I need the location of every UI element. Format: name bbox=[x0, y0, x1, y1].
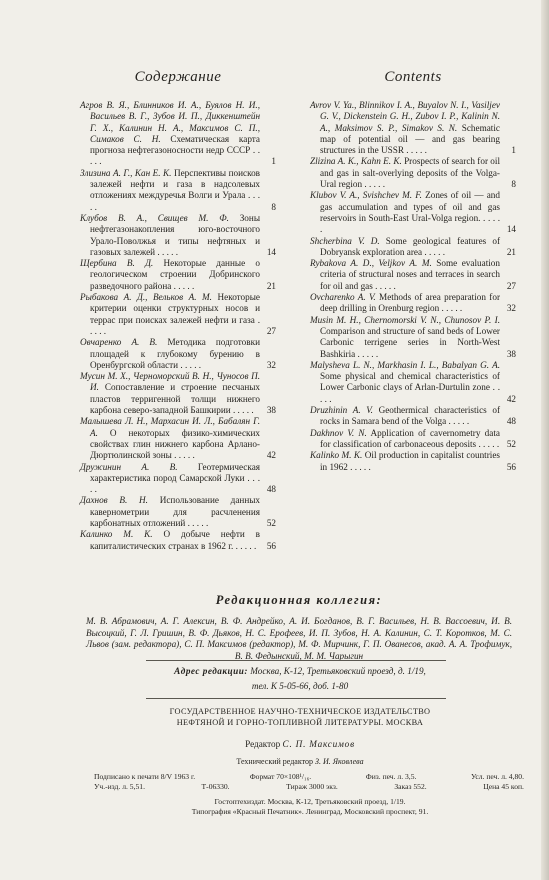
entry-title: Zones of oil — and gas accumulation and types of oil and gas reservoirs in South-East Ural-Volga region. bbox=[320, 190, 500, 223]
entry-page-number: 38 bbox=[266, 405, 276, 416]
pub-cond-sheets: Усл. печ. л. 4,80. bbox=[470, 772, 524, 781]
entry-leader-dots: . . . . . bbox=[362, 179, 386, 190]
print-info-line-1: Гостоптехиздат. Москва, К-12, Третьяковский проезд, 1/19. bbox=[214, 797, 406, 806]
address-label: Адрес редакции: bbox=[174, 666, 248, 676]
editorial-board-title: Редакционная коллегия: bbox=[215, 593, 383, 607]
contents-english-entry bbox=[310, 258, 516, 292]
entry-leader-dots: . . . . . bbox=[185, 517, 209, 528]
entry-leader-dots: . . . . . bbox=[446, 416, 470, 427]
publisher bbox=[110, 707, 490, 729]
entry-page-number: 42 bbox=[266, 450, 276, 461]
editor-credit bbox=[150, 739, 450, 749]
entry-authors: Musin M. H., Chernomorski V. N., Chunosov P. I. bbox=[310, 314, 500, 325]
entry-leader-dots: . . . . . bbox=[320, 212, 500, 235]
entry-title: О некоторых физико-химических свойствах глин нижнего карбона Арлано-Дюртюлинской зоны bbox=[90, 427, 261, 461]
entry-title: О добыче нефти в капиталистических странах в 1962 г. bbox=[90, 529, 261, 551]
entry-authors: Klubov V. A., Svishchev M. F. bbox=[310, 190, 422, 201]
editor-label: Редактор bbox=[245, 739, 281, 749]
contents-english-entry bbox=[310, 428, 516, 451]
editor-name: С. П. Максимов bbox=[282, 739, 355, 749]
entry-title: Some physical and chemical characteristics of Lower Carbonic clays of Arlan-Durtulin zone bbox=[320, 371, 500, 393]
contents-russian bbox=[80, 68, 276, 552]
print-info-line-2: Типография «Красный Печатник». Ленинград, Московский проспект, 91. bbox=[191, 806, 429, 816]
entry-authors: Shcherbina V. D. bbox=[310, 235, 380, 246]
contents-english-list bbox=[310, 100, 516, 473]
entry-page-number: 8 bbox=[511, 179, 516, 190]
entry-title: Application of cavernometry data for classification of carbonaceous deposits bbox=[320, 427, 500, 449]
contents-russian-entry bbox=[80, 100, 276, 168]
entry-leader-dots: . . . . . bbox=[155, 246, 179, 257]
pub-price: Цена 45 коп. bbox=[483, 781, 524, 791]
entry-authors: Дружинин А. В. bbox=[80, 461, 178, 472]
contents-english-entry bbox=[310, 156, 516, 190]
entry-leader-dots: . . . . . bbox=[422, 246, 446, 257]
tech-editor-name: З. И. Яковлева bbox=[315, 757, 364, 766]
entry-page-number: 32 bbox=[266, 359, 276, 370]
entry-title: Геотермическая характеристика пород Самарской Луки bbox=[90, 461, 260, 483]
entry-title: Некоторые критерии оценки структурных носов и террас при поисках залежей нефти и газа bbox=[90, 292, 260, 325]
entry-page-number: 56 bbox=[506, 461, 516, 472]
entry-authors: Dakhnov V. N. bbox=[310, 427, 367, 438]
contents-russian-entry bbox=[80, 371, 276, 416]
entry-page-number: 52 bbox=[506, 438, 516, 449]
publisher-line-1: ГОСУДАРСТВЕННОЕ НАУЧНО-ТЕХНИЧЕСКОЕ ИЗДАТЕЛЬСТВО bbox=[169, 707, 431, 716]
entry-page-number: 32 bbox=[506, 303, 516, 314]
entry-page-number: 48 bbox=[266, 484, 276, 495]
entry-authors: Дахнов В. Н. bbox=[80, 495, 148, 506]
contents-russian-entry bbox=[80, 462, 276, 496]
entry-title: Some geological features of Dobryansk exploration area bbox=[320, 235, 500, 257]
entry-authors: Druzhinin A. V. bbox=[310, 405, 373, 416]
entry-leader-dots: . . . . . bbox=[476, 438, 500, 449]
publication-data bbox=[94, 772, 524, 791]
entry-authors: Zlizina A. K., Kahn E. K. bbox=[310, 156, 402, 167]
divider-bottom bbox=[146, 698, 446, 699]
entry-page-number: 8 bbox=[271, 201, 276, 212]
contents-russian-entry bbox=[80, 337, 276, 371]
entry-authors: Овчаренко А. В. bbox=[80, 337, 158, 348]
entry-title: Comparison and structure of sand beds of Lower Carbonic terrigene series in North-West Bashkiria bbox=[320, 325, 500, 359]
entry-title: Использование данных кавернометрии для расчленения карбонатных отложений bbox=[90, 495, 261, 528]
entry-leader-dots: . . . . . bbox=[320, 382, 501, 404]
entry-leader-dots: . . . . . bbox=[233, 540, 257, 551]
publication-row-2 bbox=[94, 782, 524, 792]
sheet-edge bbox=[541, 0, 549, 880]
publisher-line-2: НЕФТЯНОЙ И ГОРНО-ТОПЛИВНОЙ ЛИТЕРАТУРЫ. МОСКВА bbox=[176, 717, 424, 727]
entry-title: Geothermical characteristics of rocks in Samara bend of the Volga bbox=[320, 405, 501, 427]
entry-leader-dots: . . . . . bbox=[355, 348, 379, 359]
print-info bbox=[110, 797, 510, 816]
entry-page-number: 48 bbox=[506, 416, 516, 427]
pub-format: Формат 70×108¹/₁₆. bbox=[249, 772, 312, 781]
entry-page-number: 21 bbox=[506, 246, 516, 257]
contents-russian-title: Содержание bbox=[134, 69, 222, 85]
entry-authors: Малышева Л. Н., Мархасин И. Л., Бабалян Г. А. bbox=[80, 416, 260, 438]
entry-title: Prospects of search for oil and gas in salt-overlying deposits of the Volga-Ural region bbox=[320, 156, 501, 190]
entry-page-number: 1 bbox=[511, 145, 516, 156]
pub-phys-sheets: Физ. печ. л. 3,5. bbox=[365, 772, 417, 781]
entry-authors: Рыбакова А. Д., Вельков А. М. bbox=[80, 292, 212, 303]
tech-editor-label: Технический редактор bbox=[236, 757, 314, 766]
contents-russian-entry bbox=[80, 292, 276, 337]
contents-russian-entry bbox=[80, 213, 276, 258]
entry-leader-dots: . . . . . bbox=[372, 280, 396, 291]
contents-russian-list bbox=[80, 100, 276, 552]
contents-english-entry bbox=[310, 315, 516, 360]
entry-title: Schematic map of potential oil — and gas bearing structures in the USSR bbox=[320, 122, 500, 156]
publication-row-1 bbox=[94, 772, 524, 782]
pub-code: Т-06330. bbox=[201, 781, 230, 791]
entry-title: Зоны нефтегазонакопления юго-восточного Урало-Поволжья и типы нефтяных и газовых залежей bbox=[90, 212, 260, 257]
entry-leader-dots: . . . . . bbox=[403, 145, 427, 156]
contents-english-entry bbox=[310, 450, 516, 473]
contents-russian-entry bbox=[80, 416, 276, 461]
tech-editor-credit bbox=[150, 757, 450, 766]
entry-authors: Мусин М. Х., Черноморский В. Н., Чуносов П. И. bbox=[80, 371, 260, 393]
entry-leader-dots: . . . . . bbox=[171, 280, 195, 291]
entry-page-number: 27 bbox=[506, 280, 516, 291]
entry-authors: Ovcharenko A. V. bbox=[310, 292, 376, 303]
entry-leader-dots: . . . . . bbox=[230, 405, 254, 416]
editorial-board-members: М. В. Абрамович, А. Г. Алексин, В. Ф. Андрейко, А. И. Богданов, В. Г. Васильев, Н. В. Вассоевич, И. В. Высоцкий, Г. Л. Гришин, В. Ф. Дьяков, Н. С. Ерофеев, И. П. Зубов, Н. А. Калинин, С. Т. Коротков, М. С. Львов (зам. редактора), С. П. Максимов (редактор), М. Ф. Мирчинк, Г. П. Ованесов, акад. А. А. Трофимук, В. В. Федынский, М. М. Чарыгин bbox=[86, 616, 512, 661]
contents-english-entry bbox=[310, 190, 516, 235]
entry-authors: Клубов В. А., Свищев М. Ф. bbox=[80, 212, 229, 223]
contents-english-entry bbox=[310, 292, 516, 315]
address-street: Москва, К-12, Третьяковский проезд, д. 1/19, bbox=[250, 666, 426, 676]
address-line-1 bbox=[150, 664, 450, 679]
entry-leader-dots: . . . . . bbox=[90, 190, 260, 212]
pub-signed: Подписано к печати 8/V 1963 г. bbox=[94, 772, 196, 781]
contents-russian-entry bbox=[80, 529, 276, 552]
address-line-2: тел. К 5-05-66, доб. 1-80 bbox=[251, 681, 349, 691]
pub-edit-sheets: Уч.-изд. л. 5,51. bbox=[94, 781, 145, 791]
entry-leader-dots: . . . . . bbox=[439, 303, 463, 314]
entry-authors: Rybakova A. D., Veljkov A. M. bbox=[310, 258, 432, 269]
contents-english-entry bbox=[310, 360, 516, 405]
entry-authors: Калинко М. К. bbox=[80, 529, 153, 540]
entry-page-number: 27 bbox=[266, 325, 276, 336]
entry-leader-dots: . . . . . bbox=[90, 472, 261, 495]
entry-page-number: 42 bbox=[506, 393, 516, 404]
editorial-address bbox=[150, 664, 450, 694]
divider-top bbox=[146, 660, 446, 661]
entry-authors: Kalinko M. K. bbox=[310, 450, 363, 461]
entry-page-number: 56 bbox=[266, 540, 276, 551]
contents-russian-entry bbox=[80, 258, 276, 292]
entry-authors: Щербина В. Д. bbox=[80, 258, 154, 269]
contents-english-entry bbox=[310, 405, 516, 428]
entry-title: Перспективы поисков залежей нефти и газа в надсолевых отложениях междуречья Волги и Урала bbox=[90, 167, 261, 201]
entry-leader-dots: . . . . . bbox=[178, 359, 202, 370]
entry-title: Сопоставление и строение песчаных пластов терригенной толщи нижнего карбона северо-западной Башкирии bbox=[90, 382, 260, 416]
entry-page-number: 14 bbox=[266, 246, 276, 257]
entry-page-number: 38 bbox=[506, 348, 516, 359]
entry-page-number: 52 bbox=[266, 517, 276, 528]
entry-page-number: 14 bbox=[506, 224, 516, 235]
entry-authors: Агров В. Я., Блинников И. А., Буялов Н. И., Васильев В. Г., Зубов И. П., Диккенштейн Г. Х., Калинин Н. А., Максимов С. П., Симаков С. Н. bbox=[80, 100, 260, 144]
contents-english-entry bbox=[310, 100, 516, 156]
contents-english-title: Contents bbox=[384, 69, 442, 85]
entry-title: Oil production in capitalist countries in 1962 bbox=[320, 450, 501, 472]
entry-title: Некоторые данные о геологическом строении Добринского разведочного района bbox=[90, 258, 261, 291]
entry-title: Methods of area preparation for deep drilling in Orenburg region bbox=[320, 292, 501, 314]
entry-title: Some evaluation criteria of structural noses and terraces in search for oil and gas bbox=[320, 258, 500, 291]
contents-english bbox=[310, 68, 516, 473]
entry-leader-dots: . . . . . bbox=[347, 461, 371, 472]
entry-title: Схематическая карта прогноза нефтегазоносности недр СССР bbox=[90, 133, 260, 156]
editorial-board bbox=[86, 593, 512, 662]
pub-order: Заказ 552. bbox=[394, 781, 427, 791]
contents-russian-entry bbox=[80, 495, 276, 529]
entry-leader-dots: . . . . . bbox=[90, 314, 261, 336]
entry-authors: Злизина А. Г., Кан Е. К. bbox=[80, 167, 172, 178]
entry-leader-dots: . . . . . bbox=[171, 450, 195, 461]
entry-title: Методика подготовки площадей к глубокому бурению в Оренбургской области bbox=[90, 337, 260, 370]
entry-authors: Avrov V. Ya., Blinnikov I. A., Buyalov N. I., Vasiljev G. V., Dickenstein G. H., Zubov I. P., Kalinin N. A., Maksimov S. P., Simakov S. N. bbox=[310, 100, 500, 133]
contents-english-entry bbox=[310, 236, 516, 259]
contents-russian-entry bbox=[80, 168, 276, 213]
entry-authors: Malysheva L. N., Markhasin I. L., Babalyan G. A. bbox=[310, 359, 500, 370]
entry-page-number: 21 bbox=[266, 280, 276, 291]
entry-page-number: 1 bbox=[271, 156, 276, 167]
pub-print-run: Тираж 3000 экз. bbox=[286, 781, 338, 791]
entry-leader-dots: . . . . . bbox=[90, 145, 261, 167]
